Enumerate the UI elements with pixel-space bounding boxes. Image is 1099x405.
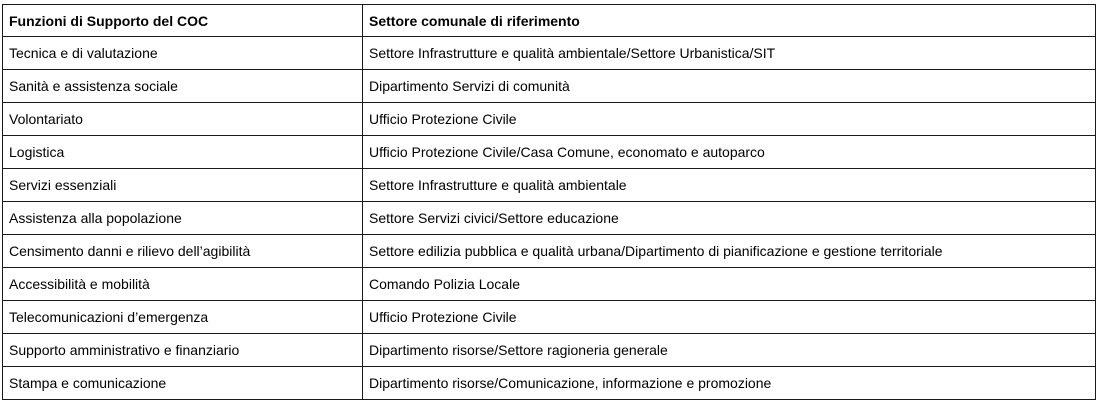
support-function-cell: Accessibilità e mobilità [3,268,363,301]
municipal-sector-cell: Ufficio Protezione Civile [363,301,1096,334]
coc-table-container [2,4,1095,400]
table-row [3,367,1096,400]
municipal-sector-cell: Settore edilizia pubblica e qualità urbana/Dipartimento di pianificazione e gestione territoriale [363,235,1096,268]
table-header-row [3,5,1096,37]
support-function-cell: Supporto amministrativo e finanziario [3,334,363,367]
table-row [3,136,1096,169]
support-function-cell: Servizi essenziali [3,169,363,202]
municipal-sector-cell: Dipartimento risorse/Settore ragioneria generale [363,334,1096,367]
municipal-sector-cell: Settore Infrastrutture e qualità ambientale/Settore Urbanistica/SIT [363,37,1096,70]
table-row [3,235,1096,268]
header-municipal-sector: Settore comunale di riferimento [363,5,1096,37]
table-row [3,301,1096,334]
table-row [3,37,1096,70]
support-function-cell: Volontariato [3,103,363,136]
municipal-sector-cell: Dipartimento risorse/Comunicazione, informazione e promozione [363,367,1096,400]
table-row [3,70,1096,103]
support-function-cell: Tecnica e di valutazione [3,37,363,70]
table-row [3,103,1096,136]
support-function-cell: Censimento danni e rilievo dell’agibilità [3,235,363,268]
support-function-cell: Sanità e assistenza sociale [3,70,363,103]
municipal-sector-cell: Ufficio Protezione Civile/Casa Comune, economato e autoparco [363,136,1096,169]
coc-support-functions-table [2,4,1096,400]
table-row [3,268,1096,301]
municipal-sector-cell: Dipartimento Servizi di comunità [363,70,1096,103]
table-row [3,334,1096,367]
support-function-cell: Telecomunicazioni d’emergenza [3,301,363,334]
table-row [3,202,1096,235]
municipal-sector-cell: Comando Polizia Locale [363,268,1096,301]
municipal-sector-cell: Ufficio Protezione Civile [363,103,1096,136]
municipal-sector-cell: Settore Servizi civici/Settore educazione [363,202,1096,235]
table-row [3,169,1096,202]
support-function-cell: Stampa e comunicazione [3,367,363,400]
support-function-cell: Logistica [3,136,363,169]
header-support-function: Funzioni di Supporto del COC [3,5,363,37]
municipal-sector-cell: Settore Infrastrutture e qualità ambientale [363,169,1096,202]
support-function-cell: Assistenza alla popolazione [3,202,363,235]
